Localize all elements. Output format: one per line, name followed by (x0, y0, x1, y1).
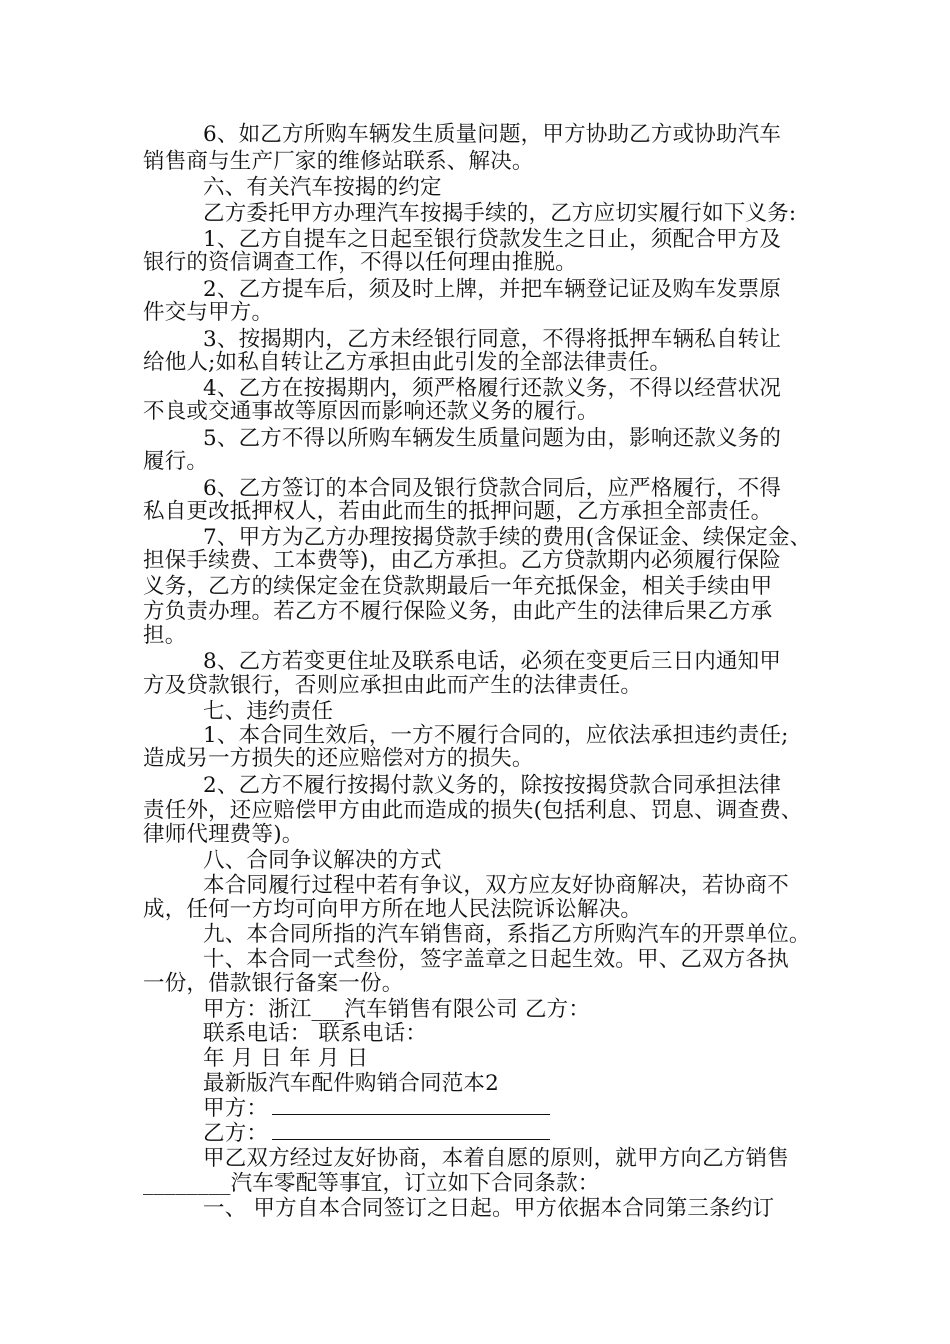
text-line: 6、乙方签订的本合同及银行贷款合同后，应严格履行，不得 (203, 476, 782, 501)
text-line: 方及贷款银行，否则应承担由此而产生的法律责任。 (143, 673, 643, 698)
text-line: 4、乙方在按揭期内，须严格履行还款义务，不得以经营状况 (203, 376, 782, 401)
party-a-label: 甲方： (203, 1096, 269, 1121)
party-a-blank (272, 1094, 550, 1115)
section-heading: 八、合同争议解决的方式 (203, 848, 442, 873)
text-line: 银行的资信调查工作，不得以任何理由推脱。 (143, 250, 578, 275)
text-line: 造成另一方损失的还应赔偿对方的损失。 (143, 746, 534, 771)
section-heading: 六、有关汽车按揭的约定 (203, 175, 442, 200)
text-line: ________汽车零配等事宜，订立如下合同条款： (143, 1171, 600, 1196)
text-line: 1、乙方自提车之日起至银行贷款发生之日止，须配合甲方及 (203, 227, 782, 252)
text-line: 8、乙方若变更住址及联系电话，必须在变更后三日内通知甲 (203, 649, 782, 674)
text-line: 5、乙方不得以所购车辆发生质量问题为由，影响还款义务的 (203, 426, 782, 451)
date-line: 年 月 日 年 月 日 (203, 1046, 369, 1071)
document-title: 最新版汽车配件购销合同范本2 (203, 1071, 499, 1096)
text-line: 给他人;如私自转让乙方承担由此引发的全部法律责任。 (143, 350, 672, 375)
party-a-signature-line: 甲方：浙江___汽车销售有限公司 乙方： (203, 997, 591, 1022)
text-line: 私自更改抵押权人，若由此而生的抵押问题，乙方承担全部责任。 (143, 499, 773, 524)
section-heading: 七、违约责任 (203, 699, 334, 724)
text-line: 担。 (143, 623, 187, 648)
text-line: 一份，借款银行备案一份。 (143, 971, 404, 996)
text-line: 责任外，还应赔偿甲方由此而造成的损失(包括利息、罚息、调查费、 (143, 798, 803, 823)
text-line: 方负责办理。若乙方不履行保险义务，由此产生的法律后果乙方承 (143, 599, 773, 624)
text-line: 十、本合同一式叁份，签字盖章之日起生效。甲、乙双方各执 (203, 947, 789, 972)
text-line: 义务，乙方的续保定金在贷款期最后一年充抵保金，相关手续由甲 (143, 574, 773, 599)
text-line: 乙方委托甲方办理汽车按揭手续的，乙方应切实履行如下义务: (203, 201, 797, 226)
text-line: 甲乙双方经过友好协商，本着自愿的原则，就甲方向乙方销售 (203, 1146, 789, 1171)
text-line: 件交与甲方。 (143, 300, 274, 325)
text-line: 2、乙方提车后，须及时上牌，并把车辆登记证及购车发票原 (203, 277, 782, 302)
text-line: 2、乙方不履行按揭付款义务的，除按按揭贷款合同承担法律 (203, 773, 782, 798)
text-line: 3、按揭期内，乙方未经银行同意，不得将抵押车辆私自转让 (203, 327, 782, 352)
text-line: 九、本合同所指的汽车销售商，系指乙方所购汽车的开票单位。 (203, 922, 811, 947)
text-line: 6、如乙方所购车辆发生质量问题，甲方协助乙方或协助汽车 (203, 122, 782, 147)
text-line: 本合同履行过程中若有争议，双方应友好协商解决，若协商不 (203, 873, 789, 898)
text-line: 成，任何一方均可向甲方所在地人民法院诉讼解决。 (143, 897, 643, 922)
text-line: 不良或交通事故等原因而影响还款义务的履行。 (143, 399, 599, 424)
contact-phone-line: 联系电话： 联系电话： (203, 1021, 428, 1046)
text-line: 律师代理费等)。 (143, 822, 304, 847)
text-line: 销售商与生产厂家的维修站联系、解决。 (143, 149, 534, 174)
text-line: 一、 甲方自本合同签订之日起。甲方依据本合同第三条约订 (203, 1196, 775, 1221)
party-b-label: 乙方： (203, 1121, 269, 1146)
party-b-blank (272, 1119, 550, 1140)
text-line: 担保手续费、工本费等)，由乙方承担。乙方贷款期内必须履行保险 (143, 548, 781, 573)
text-line: 1、本合同生效后，一方不履行合同的，应依法承担违约责任; (203, 723, 789, 748)
text-line: 履行。 (143, 449, 209, 474)
text-line: 7、甲方为乙方办理按揭贷款手续的费用(含保证金、续保定金、 (203, 525, 812, 550)
